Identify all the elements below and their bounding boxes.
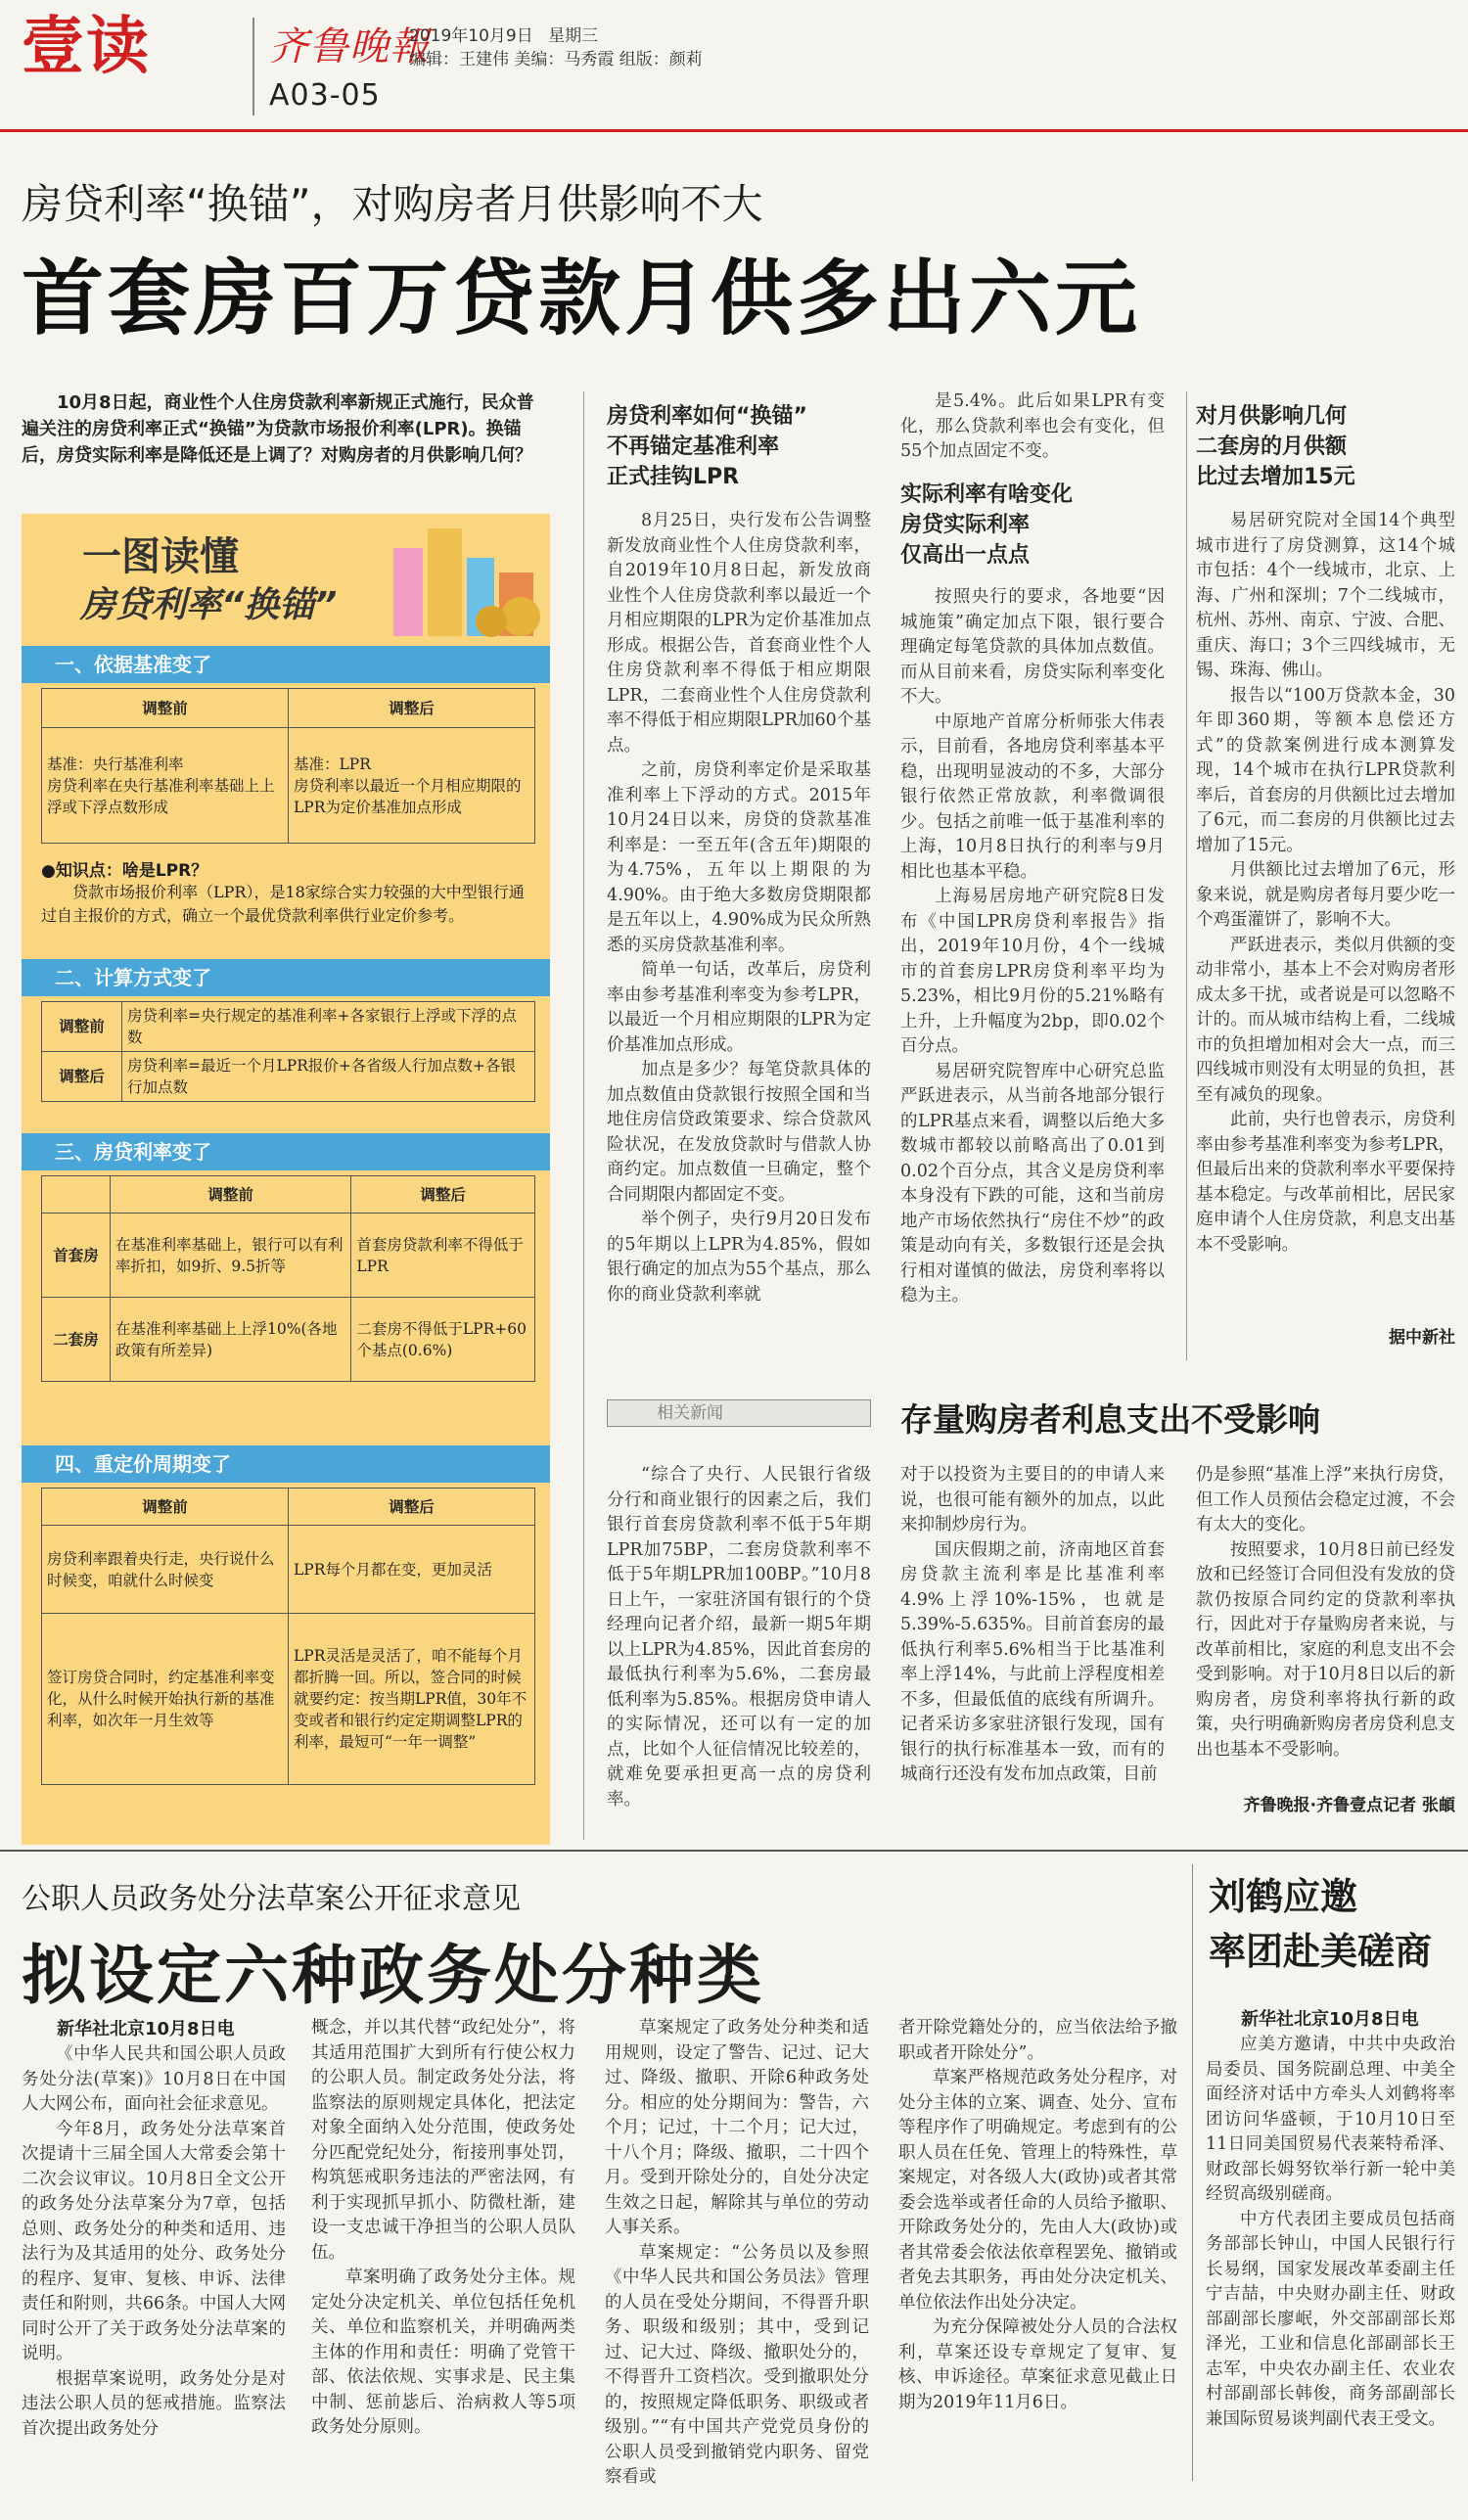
info-section-1: 一、依据基准变了 [22,646,550,683]
info-table-2 [41,1001,535,1102]
cell-first-after: 首套房贷款利率不得低于LPR [351,1214,535,1298]
cell-first-before: 在基准利率基础上，银行可以有利率折扣，如9折、9.5折等 [111,1214,351,1298]
infographic-subtitle: 房贷利率“换锚” [80,585,338,625]
sidebar-rule [1192,1864,1193,2481]
col-header-before: 调整前 [111,1176,351,1214]
story2-subtitle: 公职人员政务处分法草案公开征求意见 [22,1882,521,1916]
related-news-label: 相关新闻 [607,1399,871,1427]
cell-cycle-before-1: 房贷利率跟着央行走，央行说什么时候变，咱就什么时候变 [42,1526,289,1614]
sidebar-text: 新华社北京10月8日电 应美方邀请，中共中央政治局委员、国务院副总理、中美全面经济对话中方牵头人刘鹤将率团访问华盛顿，于10月10日至11日同美国贸易代表莱特希泽、财政部长姆努钦举行新一轮中美经贸高级别磋商。 中方代表团主要成员包括商务部部长钟山，中国人民银行行长易纲，国家发展改革委副主任宁吉喆，中央财办副主任、财政部副部长廖岷，外交部副部长郑泽光，工业和信息化部副部长王志军，中央农办副主任、农业农村部副部长韩俊，商务部副部长兼国际贸易谈判副代表王受文。 [1206,2009,1455,2429]
cell-before: 基准：央行基准利率 房贷利率在央行基准利率基础上上浮或下浮点数形成 [42,728,289,844]
section-rule [0,1850,1468,1852]
knowledge-point-title: ●知识点：啥是LPR？ [41,861,208,881]
related-title: 存量购房者利息支出不受影响 [900,1400,1320,1439]
page-number: A03-05 [269,78,381,113]
col-header-before: 调整前 [42,1489,289,1526]
section-logo: 壹读 [22,11,151,83]
related-col3: 仍是参照“基准上浮”来执行房贷，但工作人员预估会稳定过渡，不会有太大的变化。 按照要求，10月8日前已经发放和已经签订合同但没有发放的贷款仍按原合同约定的贷款利率执行，因此对于存量购房者来说，与改革前相比，家庭的利息支出不会受到影响。对于10月8日以后的新购房者，房贷利率将执行新的政策，央行明确新购房者房贷利息支出也基本不受影响。 [1196,1465,1455,1760]
related-byline: 齐鲁晚报·齐鲁壹点记者 张頔 [1243,1796,1455,1815]
sidebar-title: 刘鹤应邀 率团赴美磋商 [1209,1875,1433,1973]
info-section-2: 二、计算方式变了 [22,959,550,996]
story1-col4-text: 易居研究院对全国14个典型城市进行了房贷测算，这14个城市包括：4个一线城市，北京、上海、广州和深圳；7个二线城市，杭州、苏州、南京、宁波、合肥、重庆、海口；3个三四线城市，无锡、珠海、佛山。 报告以“100万贷款本金，30年即360期，等额本息偿还方式”的贷款案例进行成本测算发现，14个城市在执行LPR贷款利率后，首套房的月供额比过去增加了6元，而二套房的月供额比过去增加了15元。 月供额比过去增加了6元，形象来说，就是购房者每月要少吃一个鸡蛋灌饼了，影响不大。 严跃进表示，类似月供额的变动非常小，基本上不会对购房者形成太多干扰，或者说是可以忽略不计的。而从城市结构上看，二线城市的负担增加相对会大一点，而三四线城市则没有太明显的负担，甚至有减负的现象。 此前，央行也曾表示，房贷利率由参考基准利率变为参考LPR，但最后出来的贷款利率水平要保持基本稳定。与改革前相比，居民家庭申请个人住房贷款，利息支出基本不受影响。 [1196,511,1455,1255]
row-label-second-home: 二套房 [42,1298,111,1382]
story1-subtitle: 房贷利率“换锚”，对购房者月供影响不大 [22,180,763,228]
story1-col3-intro: 是5.4%。此后如果LPR有变化，那么贷款利率也会有变化，但55个加点固定不变。 [900,391,1165,461]
info-table-1 [41,688,535,844]
story1-col3-text: 按照央行的要求，各地要“因城施策”确定加点下限，银行要合理确定每笔贷款的具体加点数值。而从目前来看，房贷实际利率变化不大。 中原地产首席分析师张大伟表示，目前看，各地房贷利率基本平稳，出现明显波动的不多，大部分银行依然正常放款，利率微调很少。包括之前唯一低于基准利率的上海，10月8日执行的利率与9月相比也基本平稳。 上海易居房地产研究院8日发布《中国LPR房贷利率报告》指出，2019年10月份，4个一线城市的首套房LPR房贷利率平均为5.23%，相比9月份的5.21%略有上升，上升幅度为2bp，即0.02个百分点。 易居研究院智库中心研究总监严跃进表示，从当前各地部分银行的LPR基点来看，调整以后绝大多数城市都较以前略高出了0.01到0.02个百分点，其含义是房贷利率本身没有下跌的可能，这和当前房地产市场依然执行“房住不炒”的政策是动向有关，多数银行还是会执行相对谨慎的做法，房贷利率将以稳为主。 [900,587,1165,1306]
cell-second-before: 在基准利率基础上上浮10%(各地政策有所差异) [111,1298,351,1382]
masthead-divider [252,18,254,115]
story1-col2-text: 8月25日，央行发布公告调整新发放商业性个人住房贷款利率，自2019年10月8日起，新发放商业性个人住房贷款利率以最近一个月相应期限的LPR为定价基准加点形成。根据公告，首套商业性个人住房贷款利率不得低于相应期限LPR，二套商业性个人住房贷款利率不得低于相应期限LPR加60个基点。 之前，房贷利率定价是采取基准利率上下浮动的方式。2015年10月24日以来，房贷的贷款基准利率是：一至五年(含五年)期限的为4.75%，五年以上期限的为4.90%。由于绝大多数房贷期限都是五年以上，4.90%成为民众所熟悉的买房贷款基准利率。 简单一句话，改革后，房贷利率由参考基准利率变为参考LPR，以最近一个月相应期限的LPR为定价基准加点形成。 加点是多少？每笔贷款具体的加点数值由贷款银行按照全国和当地住房信贷政策要求、综合贷款风险状况，在发放贷款时与借款人协商约定。加点数值一旦确定，整个合同期限内都固定不变。 举个例子，央行9月20日发布的5年期以上LPR为4.85%，假如银行确定的加点为55个基点，那么你的商业贷款利率就 [607,511,871,1305]
cell-second-after: 二套房不得低于LPR+60个基点(0.6%) [351,1298,535,1382]
info-table-4 [41,1488,535,1785]
infographic [22,514,550,1845]
cell-cycle-after-2: LPR灵活是灵活了，咱不能每个月都折腾一回。所以，签合同的时候就要约定：按当期LPR值，30年不变或者和银行约定定期调整LPR的利率，最短可“一年一调整” [289,1614,535,1785]
issue-date: 2019年10月9日 星期三 [409,26,599,46]
story1-title: 首套房百万贷款月供多出六元 [22,251,1142,346]
story1-col2-head: 房贷利率如何“换锚” 不再锚定基准利率 正式挂钩LPR [607,404,807,489]
col-header-after: 调整后 [289,689,535,728]
story2-col4: 者开除党籍处分的，应当依法给予撤职或者开除处分”。 草案严格规范政务处分程序，对处分主体的立案、调查、处分、宣布等程序作了明确规定。考虑到有的公职人员在任免、管理上的特殊性，草案规定，对各级人大(政协)或者其常委会选举或者任命的人员给予撤职、开除政务处分的，先由人大(政协)或者其常委会依法依章程罢免、撤销或者免去其职务，再由处分决定机关、单位依法作出处分决定。 为充分保障被处分人员的合法权利，草案还设专章规定了复审、复核、申诉途径。草案征求意见截止日期为2019年11月6日。 [898,2018,1177,2412]
story2-title: 拟设定六种政务处分种类 [22,1938,764,2013]
story2-col2: 概念，并以其代替“政纪处分”，将其适用范围扩大到所有行使公权力的公职人员。制定政务处分法，将监察法的原则规定具体化，把法定对象全面纳入处分范围，使政务处分匹配党纪处分，衔接刑事处罚，构筑惩戒职务违法的严密法网，有利于实现抓早抓小、防微杜渐，建设一支忠诚干净担当的公职人员队伍。 草案明确了政务处分主体。规定处分决定机关、单位包括任免机关、单位和监察机关，并明确两类主体的作用和责任：明确了党管干部、依法依规、实事求是、民主集中制、惩前毖后、治病救人等5项政务处分原则。 [311,2018,575,2437]
formula-after: 房贷利率=最近一个月LPR报价+各省级人行加点数+各银行加点数 [122,1052,535,1102]
masthead-rule [0,129,1468,132]
col-header-before: 调整前 [42,689,289,728]
info-table-3 [41,1175,535,1382]
info-section-4: 四、重定价周期变了 [22,1445,550,1483]
story1-source: 据中新社 [1389,1328,1455,1348]
row-label-before: 调整前 [42,1002,122,1052]
editors-credit: 编辑：王建伟 美编：马秀霞 组版：颜莉 [409,50,703,69]
formula-before: 房贷利率=央行规定的基准利率+各家银行上浮或下浮的点数 [122,1002,535,1052]
row-label-first-home: 首套房 [42,1214,111,1298]
info-section-3: 三、房贷利率变了 [22,1133,550,1170]
col-header-after: 调整后 [289,1489,535,1526]
cell-cycle-before-2: 签订房贷合同时，约定基准利率变化，从什么时候开始执行新的基准利率，如次年一月生效等 [42,1614,289,1785]
story1-col3-head: 实际利率有啥变化 房贷实际利率 仅高出一点点 [900,482,1074,568]
cell-cycle-after-1: LPR每个月都在变，更加灵活 [289,1526,535,1614]
story2-col3: 草案规定了政务处分种类和适用规则，设定了警告、记过、记大过、降级、撤职、开除6种政务处分。相应的处分期间为：警告，六个月；记过，十二个月；记大过，十八个月；降级、撤职，二十四个月。受到开除处分的，自处分决定生效之日起，解除其与单位的劳动人事关系。 草案规定：“公务员以及参照《中华人民共和国公务员法》管理的人员在受处分期间，不得晋升职务、职级和级别；其中，受到记过、记大过、降级、撤职处分的，不得晋升工资档次。受到撤职处分的，按照规定降低职务、职级或者级别。”“有中国共产党党员身份的公职人员受到撤销党内职务、留党察看或 [605,2018,869,2487]
knowledge-point-text: 贷款市场报价利率（LPR），是18家综合实力较强的大中型银行通过自主报价的方式，确立一个最优贷款利率供行业定价参考。 [41,883,525,925]
story2-col1: 新华社北京10月8日电 《中华人民共和国公职人员政务处分法(草案)》10月8日在中国人大网公布，面向社会征求意见。 今年8月，政务处分法草案首次提请十三届全国人大常委会第十二次会议审议。10月8日全文公开的政务处分法草案分为7章，包括总则、政务处分的种类和适用、违法行为及其适用的处分、政务处分的程序、复审、复核、申诉、法律责任和附则，共66条。中国人大网同时公开了关于政务处分法草案的说明。 根据草案说明，政务处分是对违法公职人员的惩戒措施。监察法首次提出政务处分 [22,2019,286,2439]
newspaper-brand: 齐鲁晚報 [269,24,430,69]
related-col1: “综合了央行、人民银行省级分行和商业银行的因素之后，我们银行首套房贷款利率不低于5年期LPR加75BP，二套房贷款利率不低于5年期LPR加100BP。”10月8日上午，一家驻济国有银行的个贷经理向记者介绍，最新一期5年期以上LPR为4.85%，因此首套房的最低执行利率为5.6%，二套房最低利率为5.85%。根据房贷申请人的实际情况，还可以有一定的加点，比如个人征信情况比较差的，就难免要承担更高一点的房贷利率。 [607,1465,871,1810]
related-col2: 对于以投资为主要目的的申请人来说，也很可能有额外的加点，以此来抑制炒房行为。 国庆假期之前，济南地区首套房贷款主流利率是比基准利率4.9%上浮10%-15%，也就是5.39%-5.635%。目前首套房的最低执行利率5.6%相当于比基准利率上浮14%，与此前上浮程度相差不多，但最低值的底线有所调升。记者采访多家驻济银行发现，国有银行的执行标准基本一致，而有的城商行还没有发布加点政策，目前 [900,1465,1165,1784]
row-label-after: 调整后 [42,1052,122,1102]
buildings-illustration-icon [374,519,545,641]
col-header-after: 调整后 [351,1176,535,1214]
story1-col4-head: 对月供影响几何 二套房的月供额 比过去增加15元 [1196,404,1355,489]
story1-lead: 10月8日起，商业性个人住房贷款利率新规正式施行，民众普遍关注的房贷利率正式“换锚”为贷款市场报价利率(LPR)。换锚后，房贷实际利率是降低还是上调了？对购房者的月供影响几何？ [22,392,534,466]
cell-after: 基准：LPR 房贷利率以最近一个月相应期限的LPR为定价基准加点形成 [289,728,535,844]
infographic-title: 一图读懂 [82,534,239,579]
